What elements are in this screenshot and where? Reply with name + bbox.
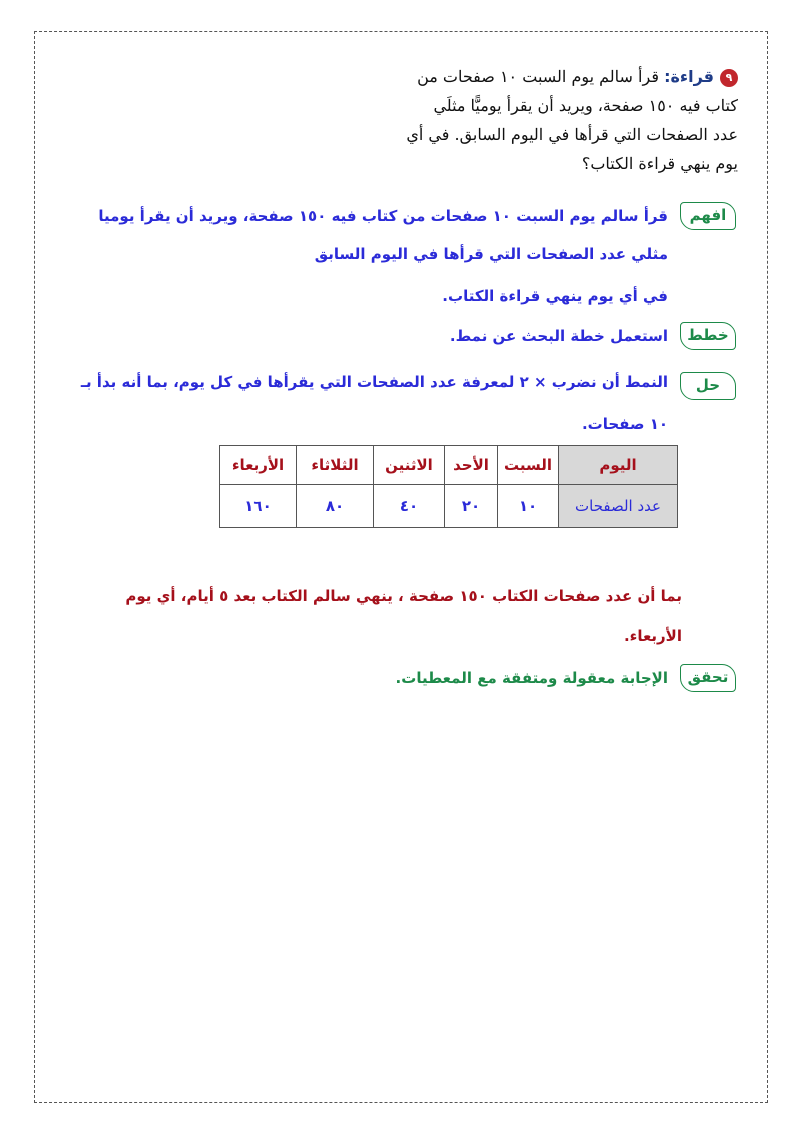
pages-cell: ٨٠ xyxy=(297,485,374,528)
day-cell: الأحد xyxy=(445,446,498,485)
pages-table xyxy=(219,445,678,528)
problem-line-3: عدد الصفحات التي قرأها في اليوم السابق. في أي xyxy=(406,125,738,144)
understand-line-3: في أي يوم ينهي قراءة الكتاب. xyxy=(442,287,668,305)
problem-line-4: يوم ينهي قراءة الكتاب؟ xyxy=(581,154,738,173)
tab-plan: خطط xyxy=(680,322,736,350)
day-cell: الاثنين xyxy=(374,446,445,485)
problem-line-2: كتاب فيه ١٥٠ صفحة، ويريد أن يقرأ يوميًّا مثلَي xyxy=(433,96,738,115)
day-cell: الأربعاء xyxy=(220,446,297,485)
understand-line-2: مثلي عدد الصفحات التي قرأها في اليوم السابق xyxy=(314,245,668,263)
day-header-cell: اليوم xyxy=(559,446,678,485)
plan-text: استعمل خطة البحث عن نمط. xyxy=(449,327,668,345)
tab-understand: افهم xyxy=(680,202,736,230)
solve-line-1: النمط أن نضرب × ٢ لمعرفة عدد الصفحات التي يقرأها في كل يوم، بما أنه بدأ بـ xyxy=(80,373,668,391)
understand-line-1: قرأ سالم يوم السبت ١٠ صفحات من كتاب فيه ١٥٠ صفحة، ويريد أن يقرأ يوميا xyxy=(98,207,668,225)
pages-cell: ٤٠ xyxy=(374,485,445,528)
problem-statement xyxy=(368,62,738,178)
conclusion xyxy=(62,576,682,656)
pages-cell: ١٦٠ xyxy=(220,485,297,528)
page-frame xyxy=(34,31,768,1103)
check-text: الإجابة معقولة ومتفقة مع المعطيات. xyxy=(395,669,668,687)
problem-text-1: قرأ سالم يوم السبت ١٠ صفحات من xyxy=(417,67,659,86)
problem-keyword: قراءة: xyxy=(664,67,714,86)
pages-cell: ١٠ xyxy=(498,485,559,528)
pages-cell: ٢٠ xyxy=(445,485,498,528)
table-header-row xyxy=(220,446,678,485)
conclusion-line-1: بما أن عدد صفحات الكتاب ١٥٠ صفحة ، ينهي سالم الكتاب بعد ٥ أيام، أي يوم xyxy=(125,587,682,605)
table-values-row xyxy=(220,485,678,528)
pages-header-cell: عدد الصفحات xyxy=(559,485,678,528)
tab-solve: حل xyxy=(680,372,736,400)
tab-check: تحقق xyxy=(680,664,736,692)
problem-line-1 xyxy=(368,62,738,91)
day-cell: الثلاثاء xyxy=(297,446,374,485)
problem-number-badge: ٩ xyxy=(720,69,738,87)
day-cell: السبت xyxy=(498,446,559,485)
conclusion-line-2: الأربعاء. xyxy=(623,627,682,645)
solve-line-2: ١٠ صفحات. xyxy=(581,415,668,433)
